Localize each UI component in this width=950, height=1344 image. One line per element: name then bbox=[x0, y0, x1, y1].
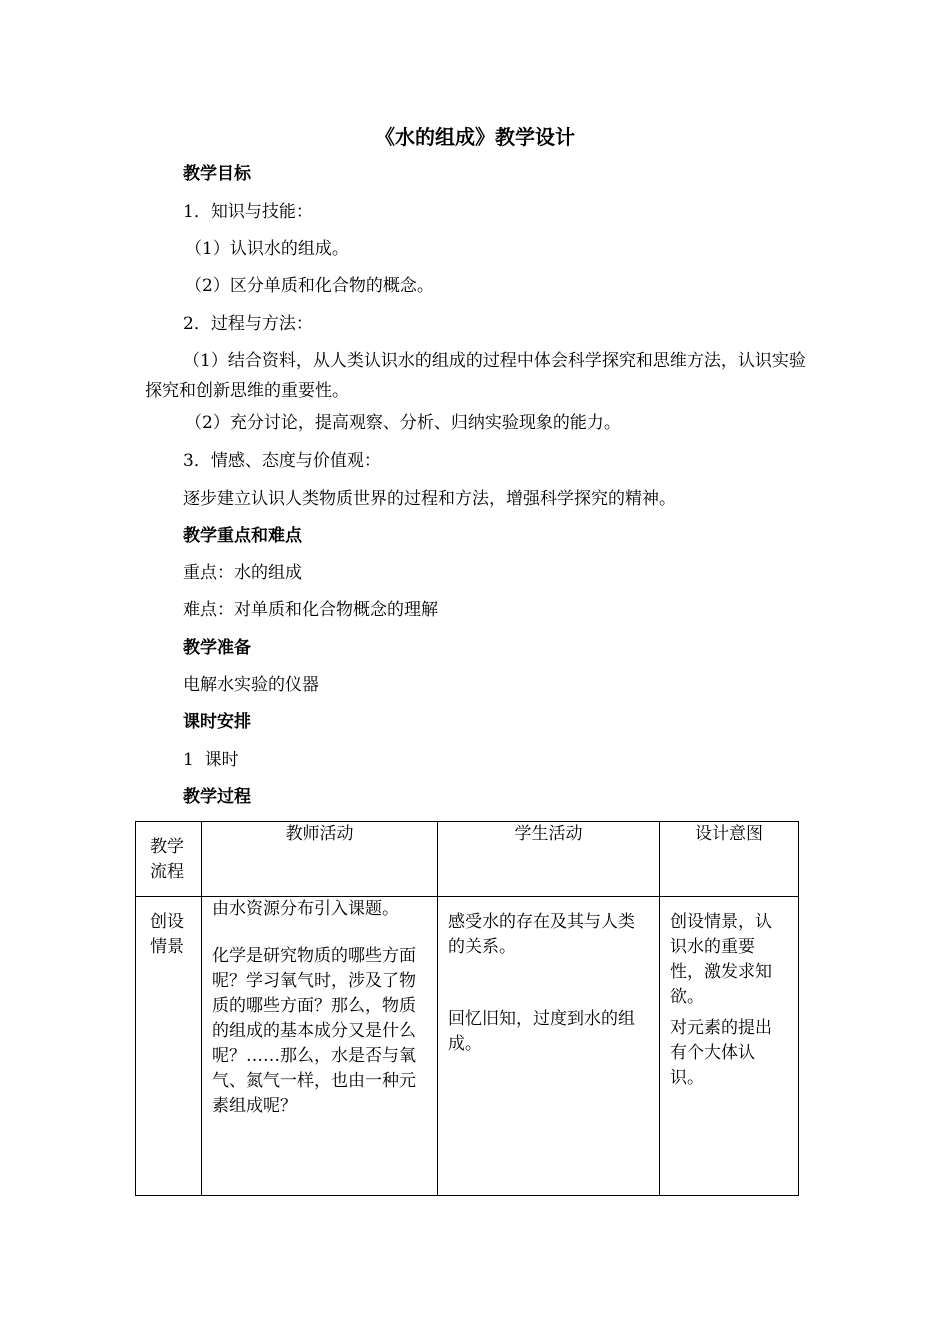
table-row bbox=[136, 897, 799, 1196]
objective-2: 2．过程与方法： bbox=[183, 314, 313, 334]
process-heading: 教学过程 bbox=[183, 787, 251, 807]
objective-2b: （2）充分讨论，提高观察、分析、归纳实验现象的能力。 bbox=[185, 413, 621, 433]
table-header-row bbox=[136, 822, 799, 897]
header-student-label: 学生活动 bbox=[514, 824, 583, 844]
key-difficulty-heading: 教学重点和难点 bbox=[183, 526, 302, 546]
objective-2a: （1）结合资料，从人类认识水的组成的过程中体会科学探究和思维方法，认识实验探究和创新思维的重要性。 bbox=[145, 351, 806, 401]
teacher-activity-1: 由水资源分布引入课题。 bbox=[212, 899, 399, 919]
intent-cell bbox=[660, 897, 799, 1196]
objectives-heading: 教学目标 bbox=[183, 164, 251, 184]
preparation-heading: 教学准备 bbox=[183, 638, 251, 658]
student-cell bbox=[438, 897, 660, 1196]
teacher-cell bbox=[202, 897, 438, 1196]
student-activity-1: 感受水的存在及其与人类的关系。 bbox=[448, 912, 635, 957]
header-teacher-label: 教师活动 bbox=[285, 824, 354, 844]
document-title: 《水的组成》教学设计 bbox=[375, 125, 575, 149]
header-intent bbox=[660, 822, 799, 897]
header-stage bbox=[136, 822, 202, 897]
schedule-heading: 课时安排 bbox=[183, 712, 251, 732]
teaching-process-table bbox=[135, 821, 799, 1196]
stage-cell bbox=[136, 897, 202, 1196]
design-intent-2: 对元素的提出有个大体认识。 bbox=[670, 1018, 772, 1088]
design-intent-1: 创设情景，认识水的重要性，激发求知欲。 bbox=[670, 912, 772, 1007]
header-student bbox=[438, 822, 660, 897]
header-teacher bbox=[202, 822, 438, 897]
header-intent-label: 设计意图 bbox=[695, 824, 763, 844]
header-stage-label: 教学流程 bbox=[150, 837, 184, 882]
objective-1: 1．知识与技能： bbox=[183, 202, 313, 222]
preparation-text: 电解水实验的仪器 bbox=[183, 675, 319, 695]
difficulty-point: 难点：对单质和化合物概念的理解 bbox=[183, 600, 438, 620]
objective-3: 3．情感、态度与价值观： bbox=[183, 451, 381, 471]
key-point: 重点：水的组成 bbox=[183, 563, 302, 583]
student-activity-2: 回忆旧知，过度到水的组成。 bbox=[448, 1009, 635, 1054]
objective-1a: （1）认识水的组成。 bbox=[185, 239, 349, 259]
objective-1b: （2）区分单质和化合物的概念。 bbox=[185, 276, 434, 296]
stage-text: 创设情景 bbox=[150, 912, 184, 957]
teacher-activity-2: 化学是研究物质的哪些方面呢？学习氧气时，涉及了物质的哪些方面？那么，物质的组成的基本成分又是什么呢？……那么，水是否与氧气、氮气一样，也由一种元素组成呢？ bbox=[212, 946, 416, 1116]
schedule-text: 1 课时 bbox=[183, 750, 239, 770]
objective-3a: 逐步建立认识人类物质世界的过程和方法，增强科学探究的精神。 bbox=[183, 489, 676, 509]
